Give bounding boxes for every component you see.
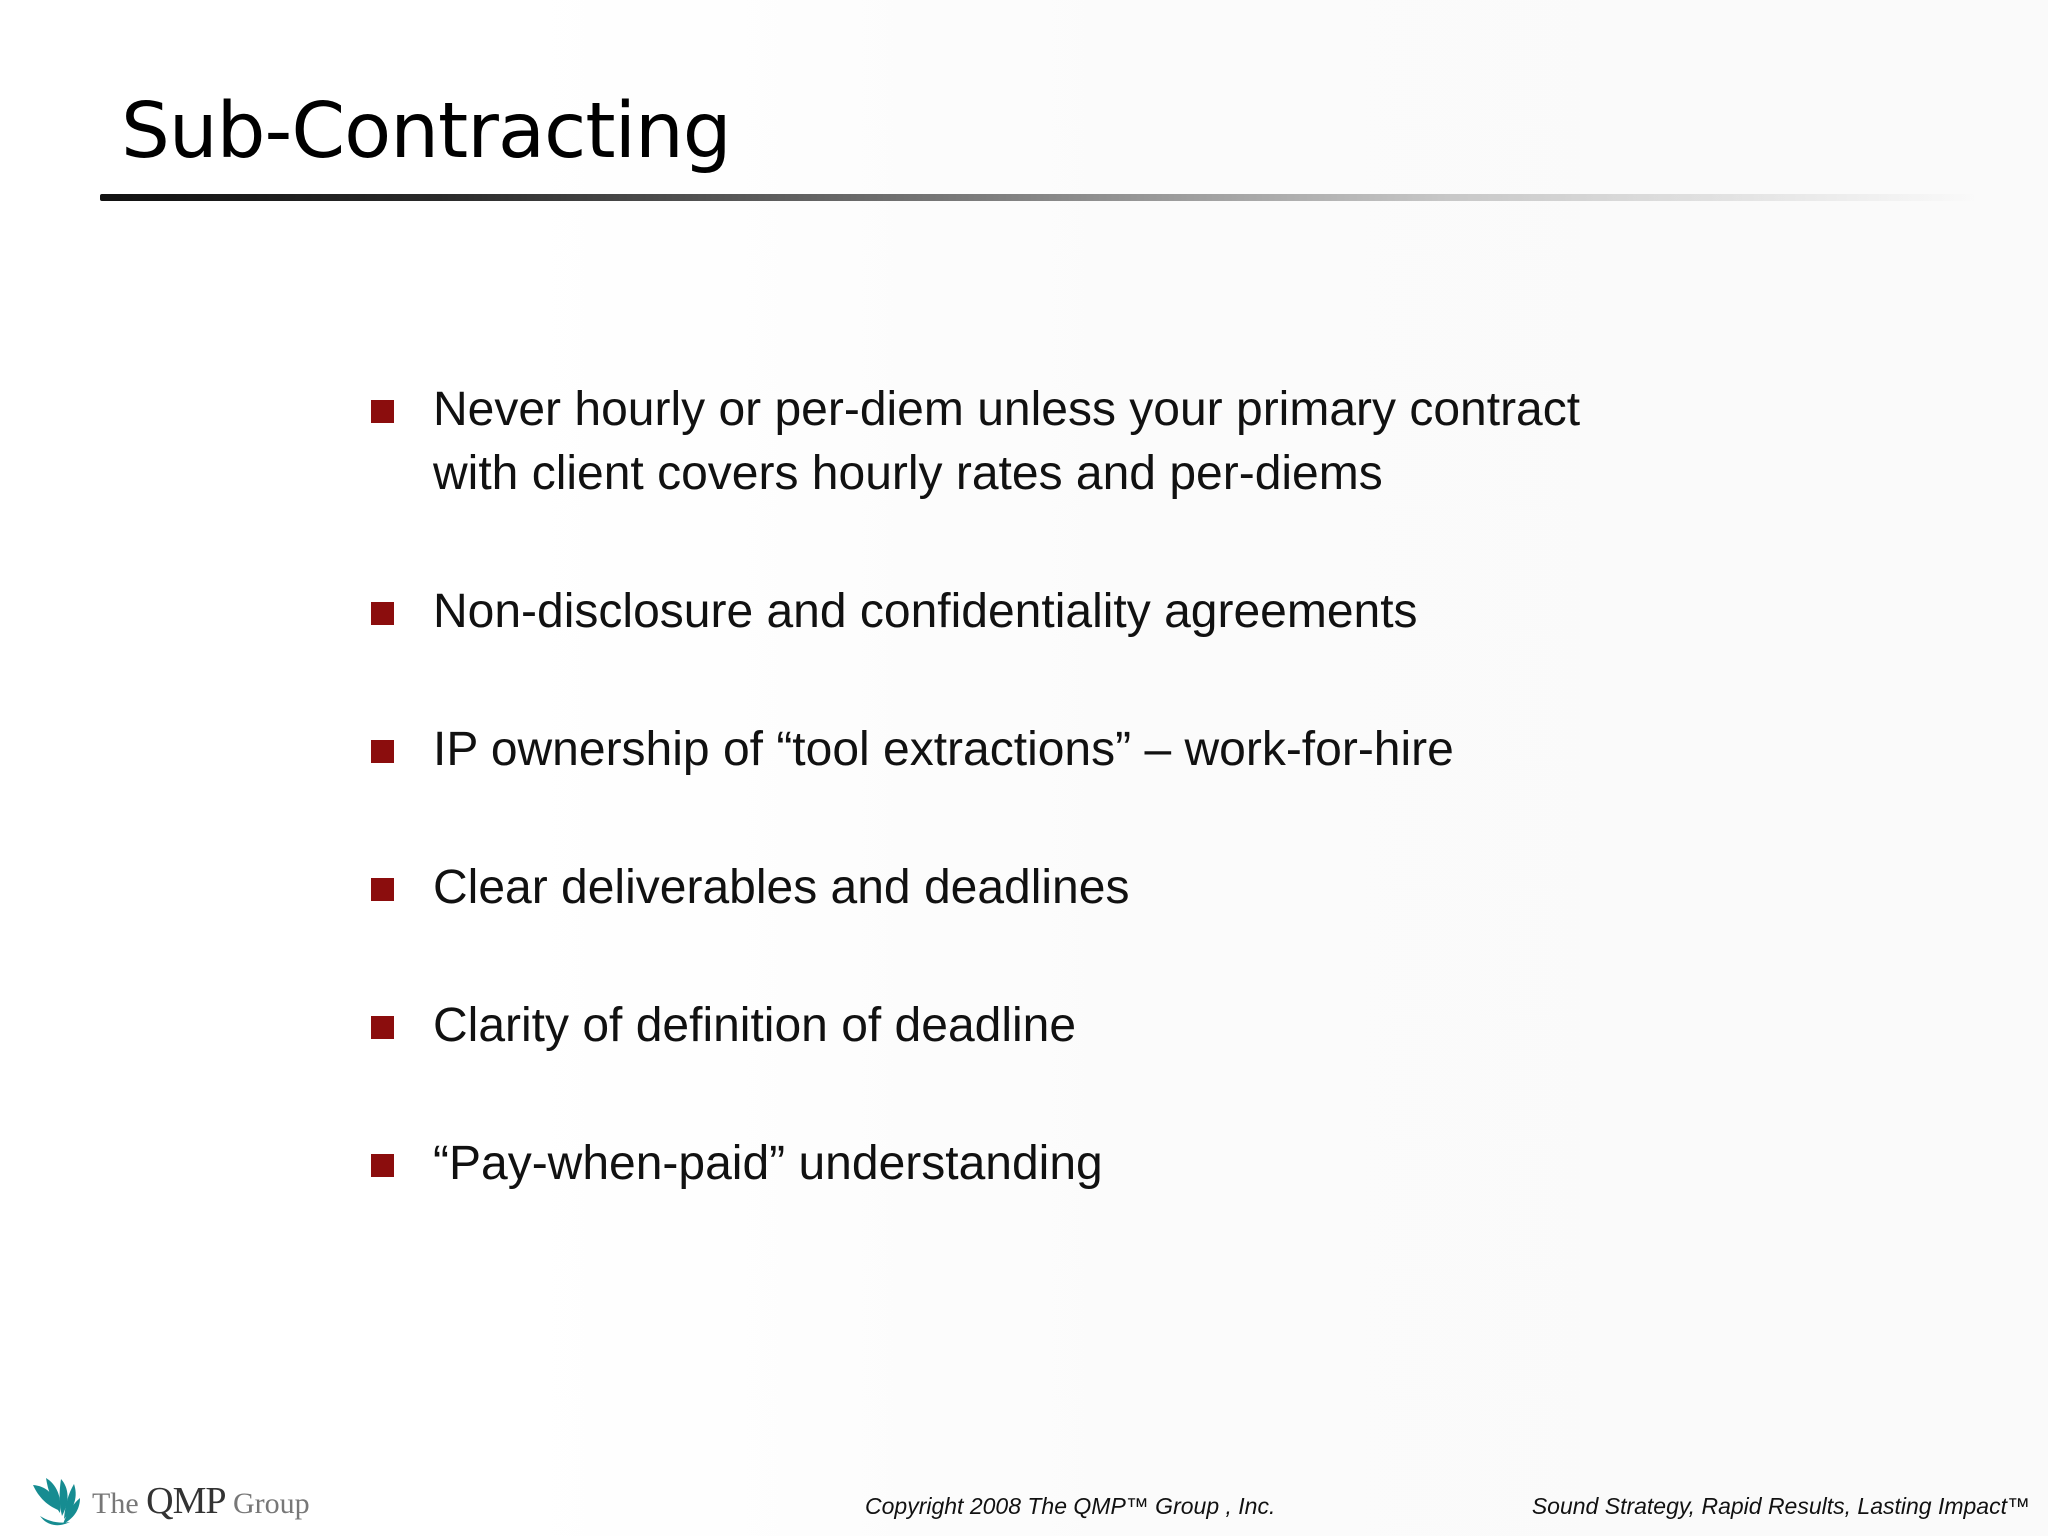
logo-name: QMP bbox=[146, 1479, 226, 1522]
bullet-item bbox=[371, 718, 1771, 782]
footer-tagline: Sound Strategy, Rapid Results, Lasting Impact™ bbox=[1531, 1493, 2030, 1519]
bullet-list bbox=[371, 378, 1771, 1270]
title-underline bbox=[100, 194, 1980, 201]
square-bullet-icon bbox=[371, 1154, 394, 1177]
logo-suffix: Group bbox=[233, 1486, 310, 1520]
bullet-item bbox=[371, 580, 1771, 644]
logo-prefix: The bbox=[92, 1486, 139, 1520]
bullet-text: “Pay-when-paid” understanding bbox=[433, 1137, 1103, 1190]
bullet-text: IP ownership of “tool extractions” – work-for-hire bbox=[433, 723, 1454, 776]
logo-text bbox=[92, 1473, 310, 1532]
qmp-logo-icon bbox=[28, 1474, 84, 1530]
square-bullet-icon bbox=[371, 1016, 394, 1039]
bullet-text: Non-disclosure and confidentiality agreements bbox=[433, 585, 1418, 638]
square-bullet-icon bbox=[371, 740, 394, 763]
bullet-item bbox=[371, 856, 1771, 920]
slide-footer bbox=[0, 1460, 2048, 1536]
bullet-item bbox=[371, 1132, 1771, 1196]
square-bullet-icon bbox=[371, 878, 394, 901]
slide-title: Sub-Contracting bbox=[121, 87, 731, 176]
bullet-text: Clarity of definition of deadline bbox=[433, 999, 1077, 1052]
copyright-text: Copyright 2008 The QMP™ Group , Inc. bbox=[865, 1493, 1276, 1519]
company-logo bbox=[28, 1472, 328, 1532]
bullet-item bbox=[371, 378, 1771, 506]
bullet-text: Never hourly or per-diem unless your primary contract with client covers hourly rates and per-diems bbox=[433, 383, 1581, 500]
square-bullet-icon bbox=[371, 400, 394, 423]
bullet-item bbox=[371, 994, 1771, 1058]
bullet-text: Clear deliverables and deadlines bbox=[433, 861, 1130, 914]
square-bullet-icon bbox=[371, 602, 394, 625]
